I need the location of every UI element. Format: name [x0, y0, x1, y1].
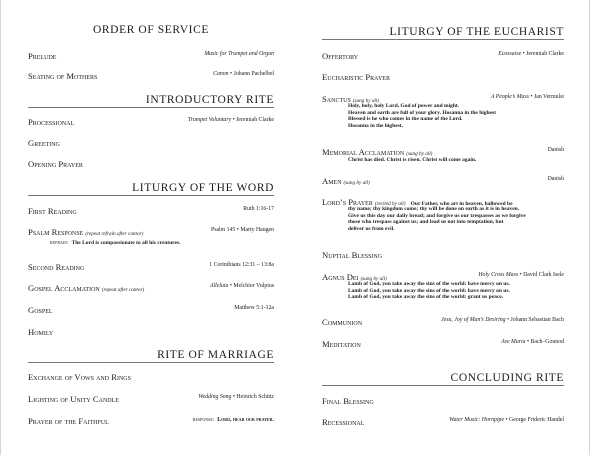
program-item-final-blessing: Final Blessing [322, 396, 374, 406]
lords-prayer-text: thy name; thy kingdom come; thy will be done on earth as it is in heaven. Give us this day our daily bread; and forgive us our trespasses as we forgive those who trespass against us; and lead us not into temptation, but deliver us from evil. [348, 206, 526, 232]
reading-reference: 1 Corinthians 12:31 – 13:8a [209, 262, 274, 268]
program-item-prelude [28, 51, 274, 61]
item-music: Danish [547, 147, 564, 153]
item-music: Wedding Song • Heinrich Schütz [198, 394, 274, 400]
item-music: Canon • Johann Pachelbel [213, 71, 274, 77]
program-item-memorial-acclamation: Memorial Acclamation (sung by all) Danish [322, 147, 564, 157]
program-item-psalm: Psalm Response (repeat refrain after cantor) Psalm 145 • Marty Haugen [28, 227, 274, 237]
item-music: Jesu, Joy of Man’s Desiring • Johann Sebastian Bach [441, 317, 564, 323]
reading-reference: Matthew 5:1-12a [234, 305, 274, 311]
program-item-recessional: Recessional Water Music: Hornpipe • George Frideric Handel [322, 417, 564, 427]
program-item-unity-candle: Lighting of Unity Candle Wedding Song • Heinrich Schütz [28, 394, 274, 404]
program-item-seating [28, 71, 274, 81]
program-item-communion: Communion Jesu, Joy of Man’s Desiring • Johann Sebastian Bach [322, 317, 564, 327]
program-item-prayer-faithful: Prayer of the Faithful response: Lord, hear our prayer. [28, 416, 274, 426]
item-music: Ecossaise • Jeremiah Clarke [498, 51, 564, 57]
item-music: Holy Cross Mass • David Clark Isele [478, 272, 564, 278]
item-title: Seating of Mothers [28, 71, 98, 81]
section-rule [28, 107, 274, 108]
section-heading-word: LITURGY OF THE WORD [28, 182, 274, 194]
program-item-amen: Amen (sung by all) Danish [322, 176, 564, 186]
program-item-opening-prayer: Opening Prayer [28, 159, 83, 169]
program-item-first-reading: First Reading Ruth 1:16-17 [28, 206, 274, 216]
program-item-gospel: Gospel Matthew 5:1-12a [28, 305, 274, 315]
prayer-response: response: Lord, hear our prayer. [192, 417, 274, 423]
section-rule [28, 195, 274, 196]
item-music: Music for Trumpet and Organ [204, 51, 274, 57]
program-item-greeting: Greeting [28, 138, 60, 148]
sanctus-text: Holy, holy, holy Lord, God of power and might. Heaven and earth are full of your glory. Hosanna in the highest Blessed is he who comes in the name of the Lord. Hosanna in the highest. [348, 103, 497, 129]
item-title: Prelude [28, 51, 57, 61]
item-music: Danish [547, 176, 564, 182]
item-music: Water Music: Hornpipe • George Frideric Handel [449, 417, 564, 423]
page-edge-left [0, 0, 1, 455]
section-heading-marriage: RITE OF MARRIAGE [28, 349, 274, 361]
program-item-lords-prayer: Lord’s Prayer (recited by all) Our Father, who art in heaven, hallowed be [322, 197, 513, 207]
right-column [322, 0, 564, 455]
section-rule [322, 39, 564, 40]
section-heading-concluding: CONCLUDING RITE [322, 372, 564, 384]
program-item-eucharistic-prayer: Eucharistic Prayer [322, 72, 390, 82]
section-rule [322, 385, 564, 386]
program-item-meditation: Meditation Ave Maria • Bach–Gounod [322, 339, 564, 349]
order-of-service-heading: ORDER OF SERVICE [92, 24, 210, 36]
psalm-refrain: refrain: The Lord is compassionate to all his creatures. [50, 240, 181, 246]
section-heading-introductory: INTRODUCTORY RITE [28, 94, 274, 106]
program-item-homily: Homily [28, 327, 54, 337]
section-heading-eucharist: LITURGY OF THE EUCHARIST [322, 26, 564, 38]
item-music: Alleluia • Melchior Vulpius [210, 283, 274, 289]
item-music: A People’s Mass • Jan Vermulst [490, 94, 564, 100]
program-item-second-reading: Second Reading 1 Corinthians 12:31 – 13:8a [28, 262, 274, 272]
program-item-sanctus: Sanctus (sung by all) A People’s Mass • Jan Vermulst [322, 94, 564, 104]
item-music: Psalm 145 • Marty Haugen [211, 227, 274, 233]
program-item-nuptial-blessing: Nuptial Blessing [322, 250, 383, 260]
program-item-processional [28, 117, 274, 127]
section-rule [28, 362, 274, 363]
program-item-gospel-acclamation: Gospel Acclamation (repeat after cantor) Alleluia • Melchior Vulpius [28, 283, 274, 293]
agnus-dei-text: Lamb of God, you take away the sins of the world: have mercy on us. Lamb of God, you take away the sins of the world: have mercy on us. Lamb of God, you take away the sins of the world: grant us peace. [348, 281, 510, 301]
left-column [28, 0, 274, 455]
program-item-vows: Exchange of Vows and Rings [28, 372, 131, 382]
memorial-text: Christ has died. Christ is risen. Christ will come again. [348, 157, 477, 163]
reading-reference: Ruth 1:16-17 [243, 206, 274, 212]
program-item-agnus-dei: Agnus Dei (sung by all) Holy Cross Mass • David Clark Isele [322, 272, 564, 282]
program-item-offertory: Offertory Ecossaise • Jeremiah Clarke [322, 51, 564, 61]
item-title: Processional [28, 117, 75, 127]
item-music: Trumpet Voluntary • Jeremiah Clarke [187, 117, 274, 123]
item-music: Ave Maria • Bach–Gounod [501, 339, 564, 345]
